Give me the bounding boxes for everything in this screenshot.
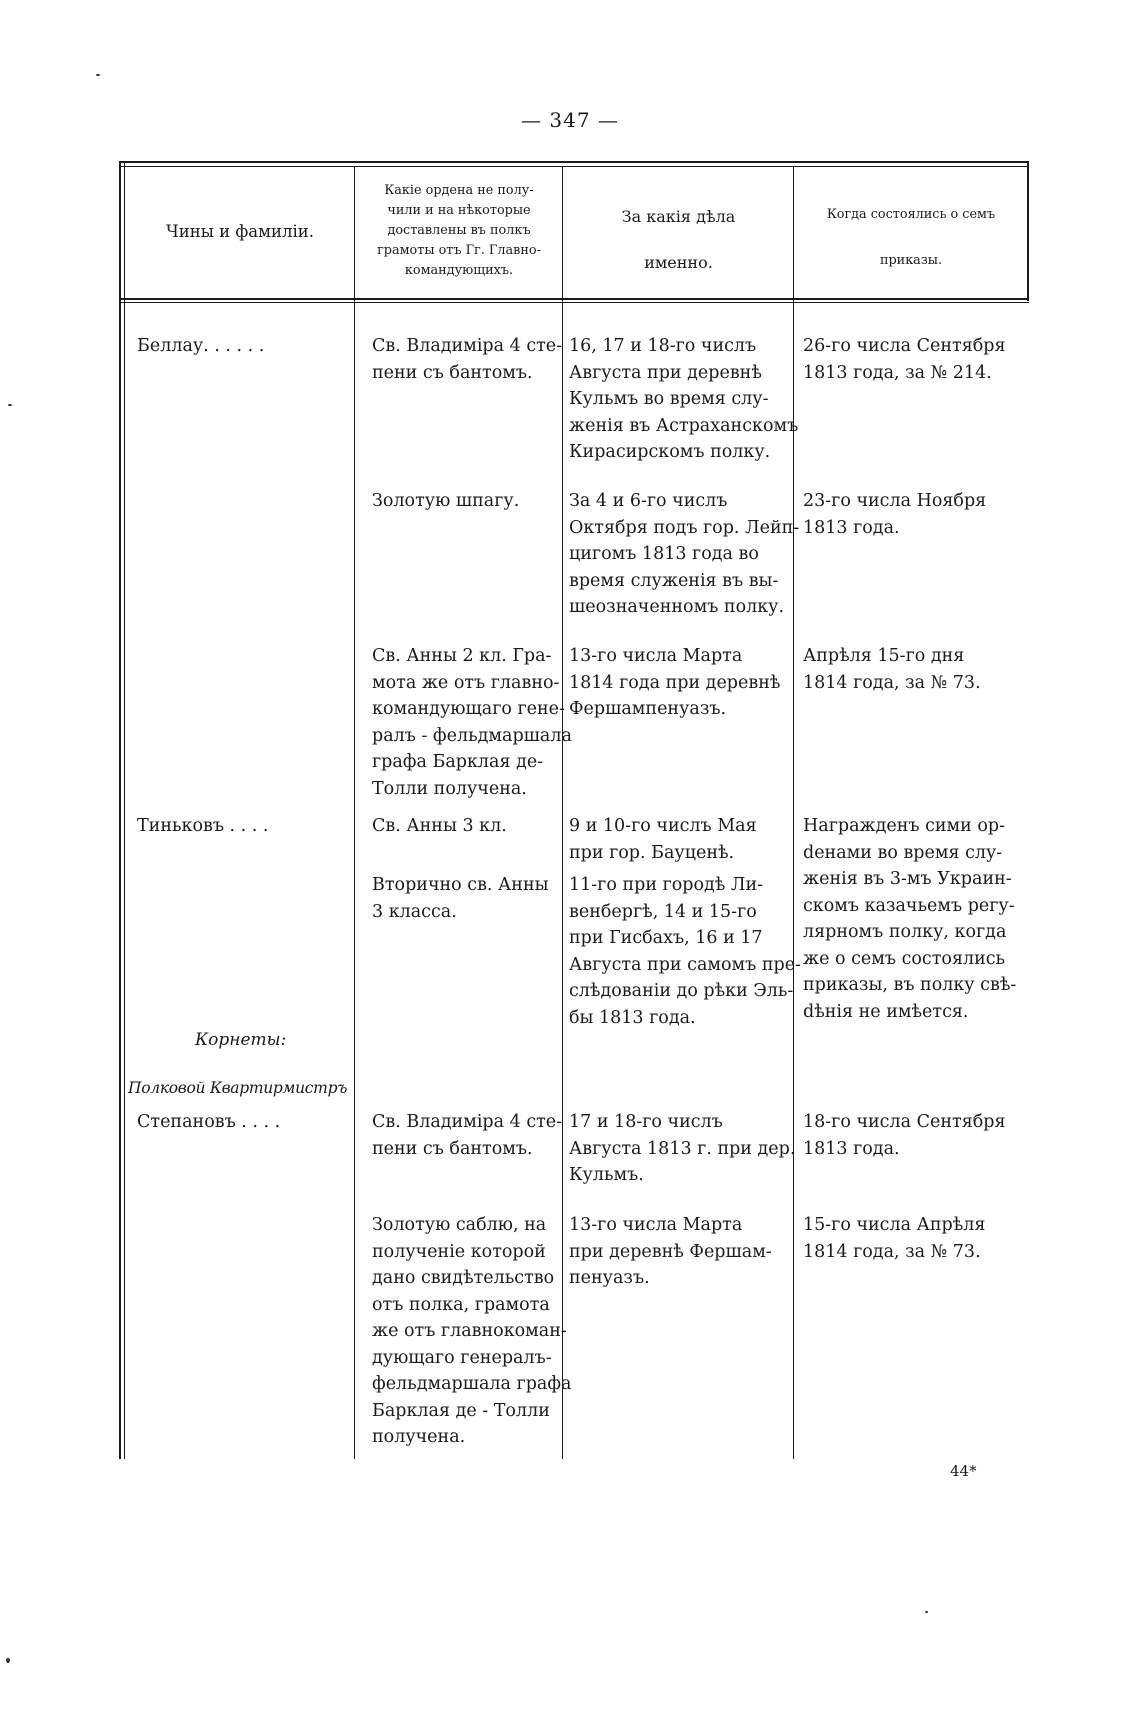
scan-speck bbox=[8, 404, 12, 406]
table-top-border bbox=[119, 161, 1029, 163]
award-cell: Св. Анны 3 кл. bbox=[372, 816, 507, 836]
scan-speck bbox=[6, 1658, 10, 1663]
table-outer-left-border bbox=[119, 161, 121, 1459]
award-cell: Св. Владиміра 4 сте- пени съ бантомъ. bbox=[372, 1112, 563, 1159]
deeds-cell: 11-го при городѣ Ли- венбергѣ, 14 и 15-го при Гисбахъ, 16 и 17 Августа при самомъ пре- слѣдованіи до рѣки Эль- бы 1813 года. bbox=[569, 875, 801, 1028]
award-cell: Св. Анны 2 кл. Гра- мота же отъ главно- командующаго гене- ралъ - фельдмаршала графа Барклая де- Толли получена. bbox=[372, 646, 572, 799]
deeds-cell: 9 и 10-го числъ Мая при гор. Бауценѣ. bbox=[569, 816, 757, 863]
table-inner-left-border bbox=[124, 161, 125, 1459]
sub-heading-quartermaster: Полковой Квартирмистръ bbox=[128, 1079, 348, 1097]
dates-cell: 23-го числа Ноября 1813 года. bbox=[803, 491, 987, 538]
scan-speck bbox=[96, 74, 100, 76]
deeds-cell: 17 и 18-го числъ Августа 1813 г. при дер. Кульмъ. bbox=[569, 1112, 796, 1185]
deeds-cell: За 4 и 6-го числъ Октября подъ гор. Лейп- цигомъ 1813 года во время служенія въ вы- шеозначенномъ полку. bbox=[569, 491, 800, 617]
award-cell: Св. Владиміра 4 сте- пени съ бантомъ. bbox=[372, 336, 563, 383]
dates-cell: Апрѣля 15-го дня 1814 года, за № 73. bbox=[803, 646, 981, 693]
header-bottom-border-inner bbox=[119, 302, 1029, 303]
page-number: — 347 — bbox=[521, 108, 619, 132]
header-deeds: За какія дѣла именно. bbox=[621, 207, 736, 272]
section-heading-cornets: Корнеты: bbox=[195, 1030, 287, 1050]
header-bottom-border bbox=[119, 298, 1029, 300]
header-orders-received: Кaкie ордена не полу- чили и на нѣкоторые доставлены въ полкъ грамоты отъ Гг. Главно- командующихъ. bbox=[377, 183, 541, 278]
dates-cell: 26-го числа Сентября 1813 года, за № 214. bbox=[803, 336, 1006, 383]
column-divider-1 bbox=[354, 166, 355, 1459]
deeds-cell: 13-го числа Марта при деревнѣ Фершам- пенуазъ. bbox=[569, 1215, 772, 1288]
dates-cell: 18-го числа Сентября 1813 года. bbox=[803, 1112, 1006, 1159]
award-cell: Золотую шпагу. bbox=[372, 491, 520, 511]
dates-cell: Награжденъ сими ор- dенами во время слу- женія въ 3-мъ Украин- скомъ казачьемъ регу- лярномъ полку, когда же о семъ состоялись приказы, въ полку свѣ- dѣнія не имѣется. bbox=[803, 816, 1017, 1022]
table-right-border bbox=[1027, 161, 1029, 301]
header-order-dates: Когда состоялись о семъ приказы. bbox=[826, 207, 996, 268]
deeds-cell: 13-го числа Марта 1814 года при деревнѣ Фершампенуазъ. bbox=[569, 646, 781, 719]
award-cell: Вторично св. Анны 3 класса. bbox=[372, 875, 549, 922]
dates-cell: 15-го числа Апрѣля 1814 года, за № 73. bbox=[803, 1215, 986, 1262]
award-cell: Золотую саблю, на полученіе которой дано свидѣтельство отъ полка, грамота же отъ главнокоман- дующаго генералъ- фельдмаршала графа Барклая де - Толли получена. bbox=[372, 1215, 572, 1447]
table-top-border-inner bbox=[119, 166, 1029, 167]
header-ranks-and-names: Чины и фамиліи. bbox=[166, 222, 314, 241]
printer-signature: 44* bbox=[950, 1462, 977, 1480]
scan-speck bbox=[925, 1611, 928, 1613]
deeds-cell: 16, 17 и 18-го числъ Августа при деревнѣ Кульмъ во время слу- женія въ Астраханскомъ Кирасирскомъ полку. bbox=[569, 336, 799, 462]
name-bellau: Беллау. . . . . . bbox=[137, 336, 265, 356]
name-stepanov: Степановъ . . . . bbox=[137, 1112, 281, 1132]
name-tinkov: Тиньковъ . . . . bbox=[137, 816, 269, 836]
